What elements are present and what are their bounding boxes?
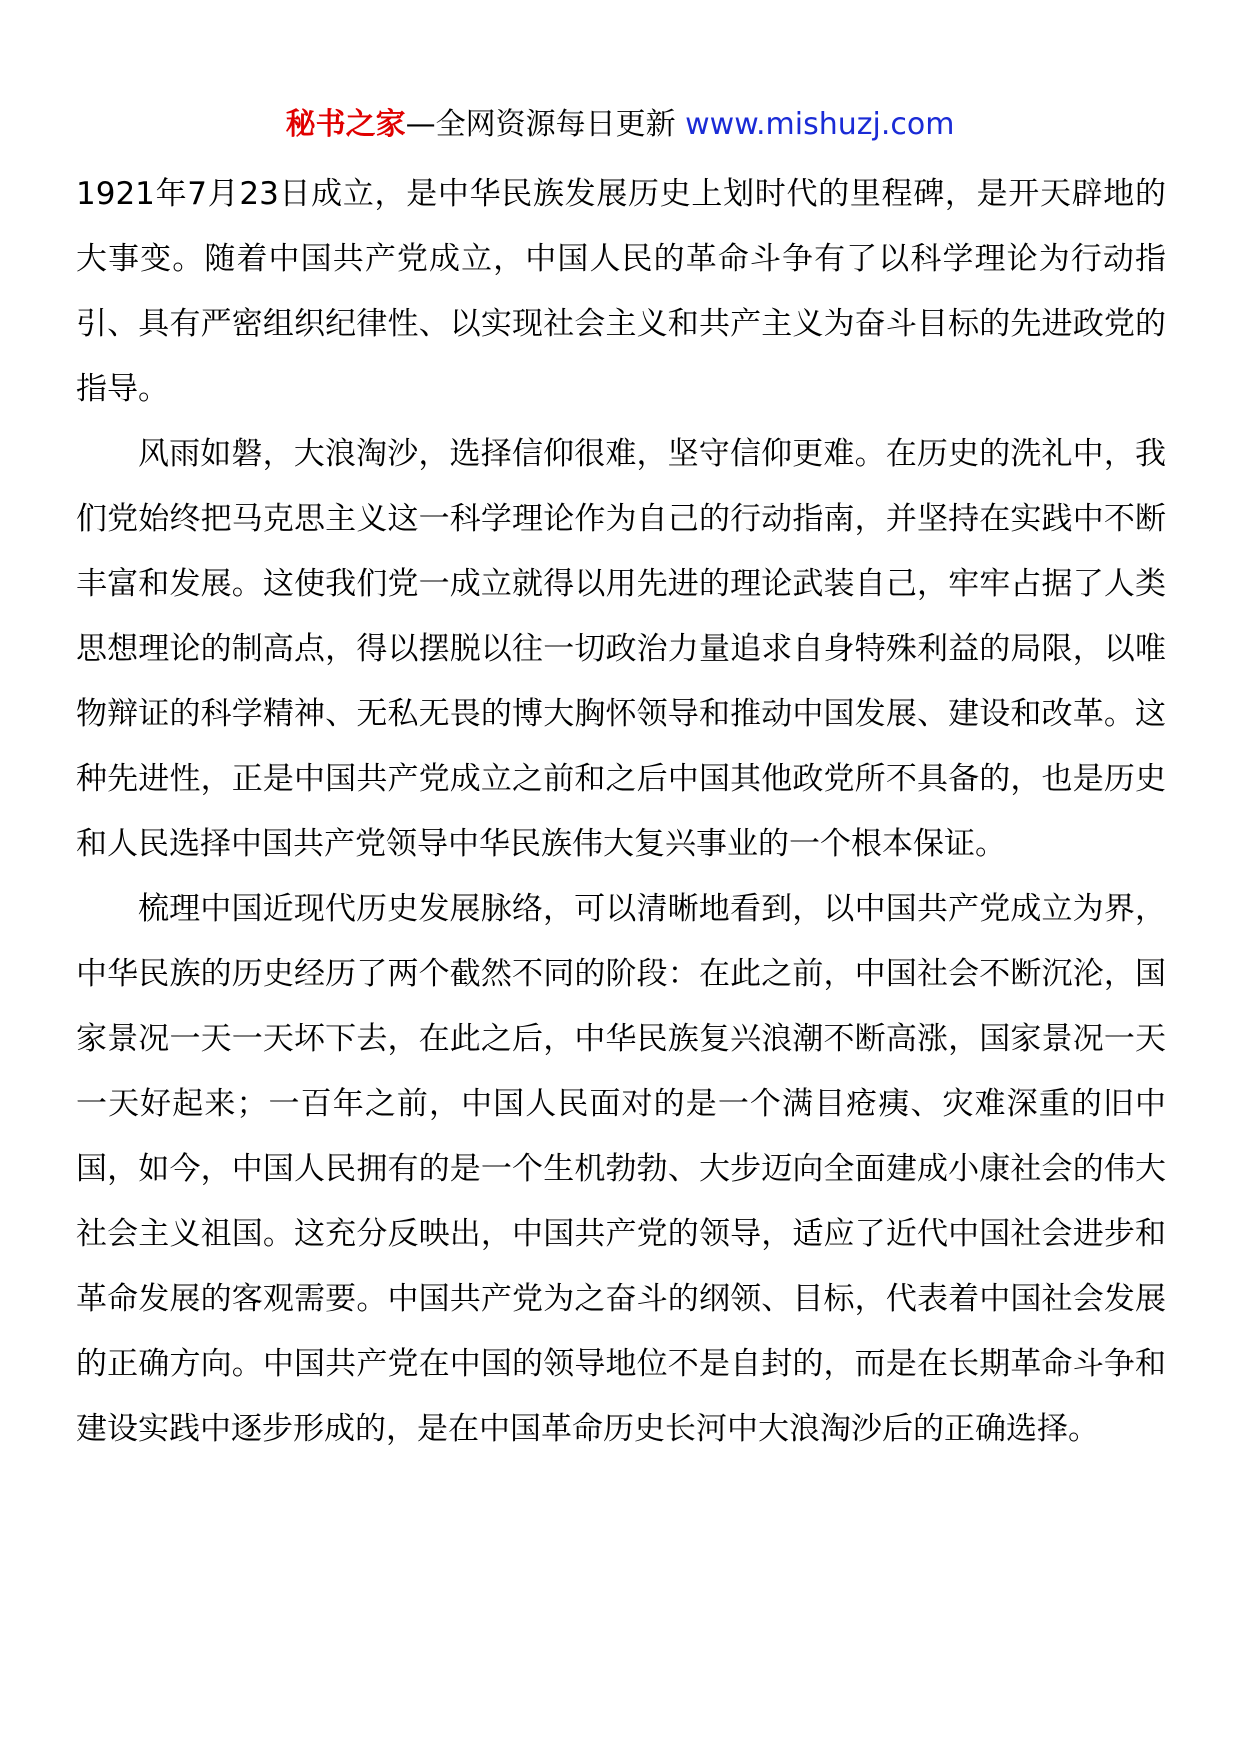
page-header: [0, 100, 1240, 150]
article-body: [76, 162, 1166, 1462]
paragraph-1: 1921年7月23日成立，是中华民族发展历史上划时代的里程碑，是开天辟地的大事变。随着中国共产党成立，中国人民的革命斗争有了以科学理论为行动指引、具有严密组织纪律性、以实现社会主义和共产主义为奋斗目标的先进政党的指导。: [76, 176, 1166, 407]
brand-name: 秘书之家: [285, 107, 406, 142]
website-link[interactable]: www.mishuzj.com: [685, 107, 955, 142]
paragraph-3: 梳理中国近现代历史发展脉络，可以清晰地看到，以中国共产党成立为界，中华民族的历史经历了两个截然不同的阶段：在此之前，中国社会不断沉沦，国家景况一天一天坏下去，在此之后，中华民族复兴浪潮不断高涨，国家景况一天一天好起来；一百年之前，中国人民面对的是一个满目疮痍、灾难深重的旧中国，如今，中国人民拥有的是一个生机勃勃、大步迈向全面建成小康社会的伟大社会主义祖国。这充分反映出，中国共产党的领导，适应了近代中国社会进步和革命发展的客观需要。中国共产党为之奋斗的纲领、目标，代表着中国社会发展的正确方向。中国共产党在中国的领导地位不是自封的，而是在长期革命斗争和建设实践中逐步形成的，是在中国革命历史长河中大浪淘沙后的正确选择。: [76, 891, 1166, 1447]
paragraph-2: 风雨如磐，大浪淘沙，选择信仰很难，坚守信仰更难。在历史的洗礼中，我们党始终把马克思主义这一科学理论作为自己的行动指南，并坚持在实践中不断丰富和发展。这使我们党一成立就得以用先进的理论武装自己，牢牢占据了人类思想理论的制高点，得以摆脱以往一切政治力量追求自身特殊利益的局限，以唯物辩证的科学精神、无私无畏的博大胸怀领导和推动中国发展、建设和改革。这种先进性，正是中国共产党成立之前和之后中国其他政党所不具备的，也是历史和人民选择中国共产党领导中华民族伟大复兴事业的一个根本保证。: [76, 436, 1166, 862]
header-slogan: —全网资源每日更新: [405, 107, 676, 142]
